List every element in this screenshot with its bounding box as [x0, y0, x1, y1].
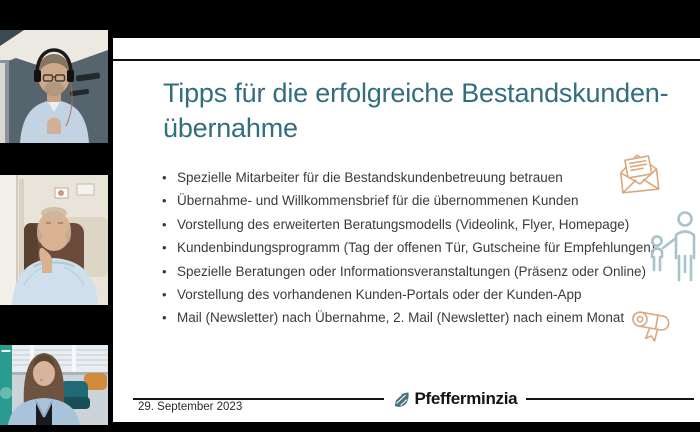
bullet-item: • Kundenbindungsprogramm (Tag der offenen Tür, Gutscheine für Empfehlungen)	[160, 236, 640, 259]
webcam-scene-man-headset	[0, 30, 108, 143]
participant-video-1[interactable]	[0, 30, 108, 143]
footer-rule-left	[133, 398, 384, 400]
webcam-scene-woman-blazer	[0, 345, 108, 425]
brand-logo	[393, 389, 517, 409]
open-envelope-icon	[614, 148, 665, 201]
bullet-item: • Übernahme- und Willkommensbrief für die übernommenen Kunden	[160, 189, 640, 212]
bullet-item: • Spezielle Mitarbeiter für die Bestandskundenbetreuung betrauen	[160, 166, 640, 189]
slide-top-divider	[113, 59, 700, 61]
footer-rule-right	[526, 398, 694, 400]
webcam-scene-man-hoodie	[0, 175, 108, 305]
bullet-item: • Vorstellung des erweiterten Beratungsmodells (Videolink, Flyer, Homepage)	[160, 213, 640, 236]
bullet-item: • Mail (Newsletter) nach Übernahme, 2. Mail (Newsletter) nach einem Monat	[160, 306, 640, 329]
slide-title	[163, 76, 683, 146]
presentation-slide	[113, 38, 700, 422]
bullet-item: • Spezielle Beratungen oder Informationsveranstaltungen (Präsenz oder Online)	[160, 260, 640, 283]
slide-title-line-2: übernahme	[163, 113, 298, 143]
bullet-item: • Vorstellung des vorhandenen Kunden-Portals oder der Kunden-App	[160, 283, 640, 306]
participant-video-2[interactable]	[0, 175, 108, 305]
brand-name: Pfefferminzia	[414, 389, 518, 408]
certificate-scroll-icon	[623, 302, 677, 350]
slide-title-line-1: Tipps für die erfolgreiche Bestandskunden-	[163, 78, 669, 108]
adult-child-icon	[644, 210, 700, 286]
participant-video-3[interactable]	[0, 345, 108, 425]
peppermint-leaf-icon	[393, 391, 410, 408]
bullet-list	[160, 166, 656, 330]
slide-date: 29. September 2023	[138, 401, 243, 413]
